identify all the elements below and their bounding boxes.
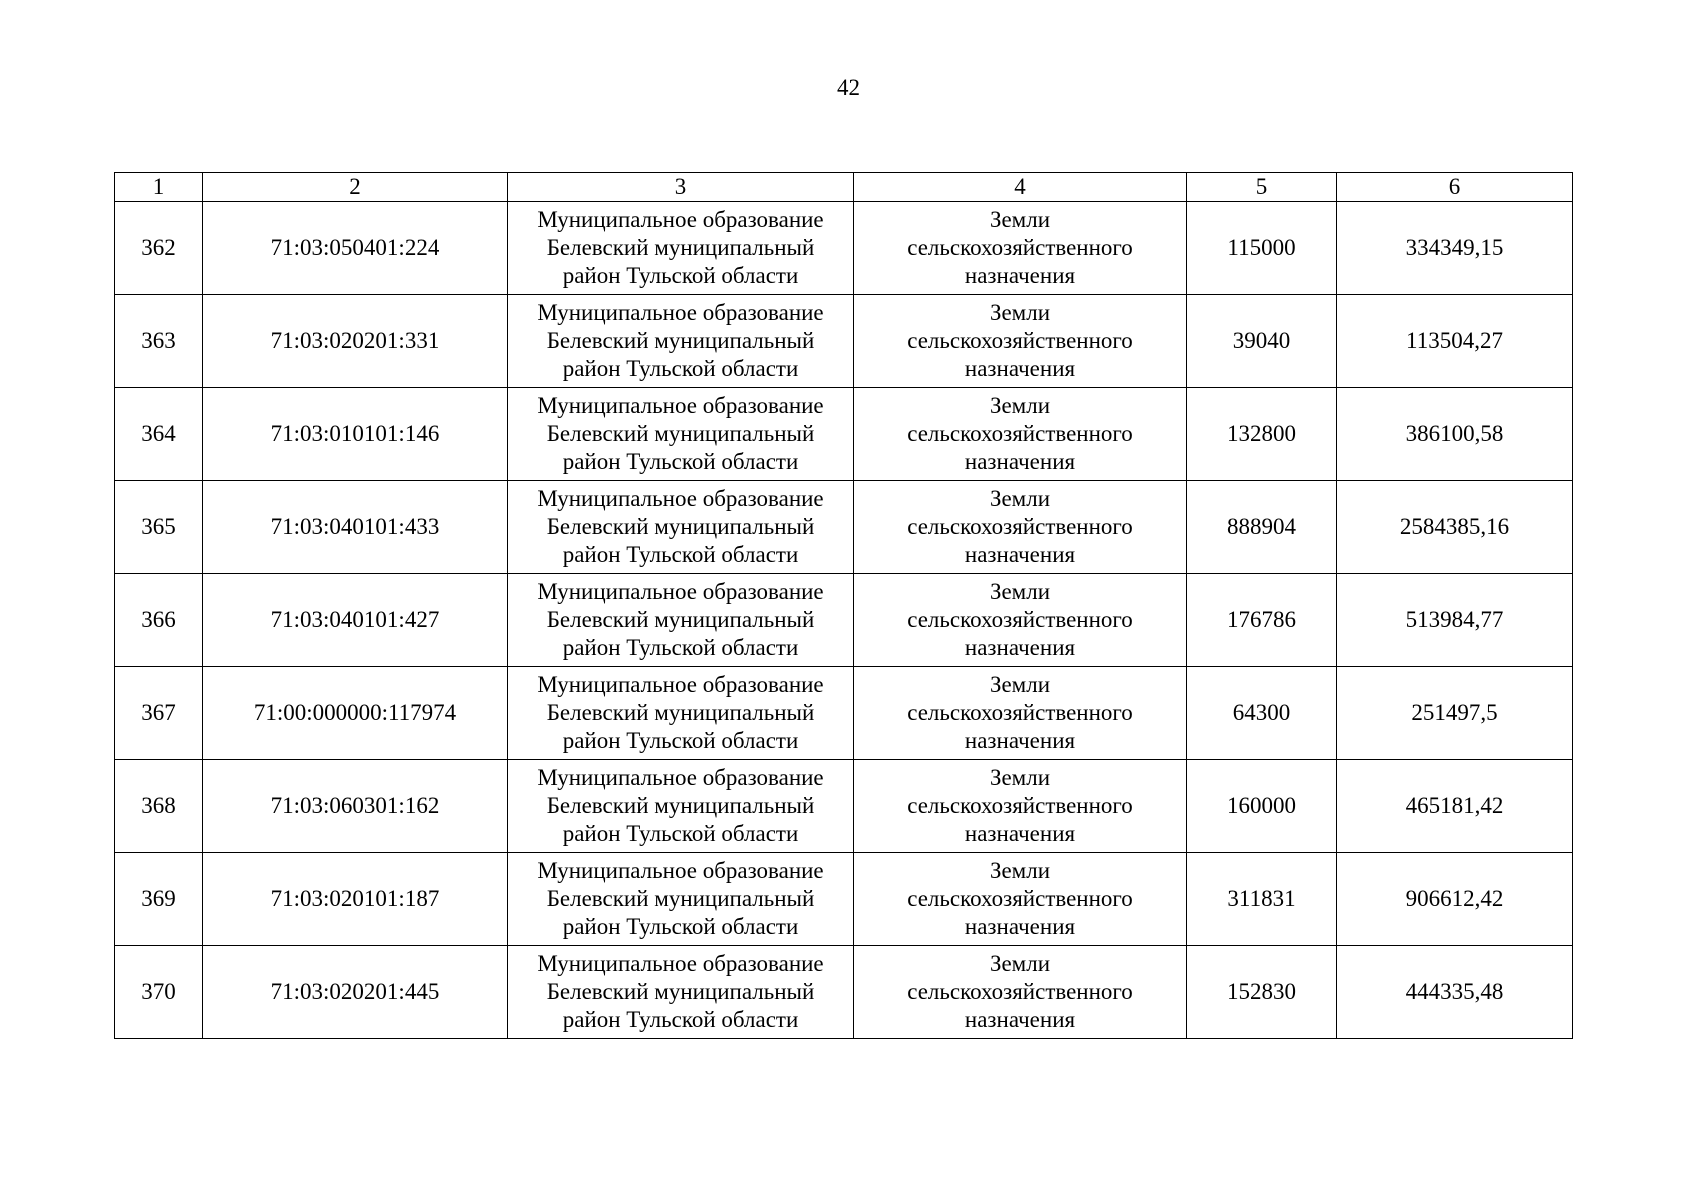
- row-number-cell: 367: [115, 667, 203, 760]
- row-number-cell: 362: [115, 202, 203, 295]
- column-header-3: 3: [508, 173, 854, 202]
- owner-cell-line: Белевский муниципальный: [546, 235, 815, 260]
- land-category-cell-line: назначения: [964, 635, 1076, 660]
- owner-cell-line: Белевский муниципальный: [546, 979, 815, 1004]
- owner-cell: [508, 295, 854, 388]
- value-cell: 334349,15: [1337, 202, 1573, 295]
- value-cell: 444335,48: [1337, 946, 1573, 1039]
- row-number-cell: 364: [115, 388, 203, 481]
- land-category-cell: [854, 853, 1187, 946]
- land-category-cell-line: назначения: [964, 263, 1076, 288]
- cadastral-number-cell: 71:03:020201:445: [203, 946, 508, 1039]
- owner-cell-line: район Тульской области: [562, 1007, 799, 1032]
- table-row: [115, 202, 1573, 295]
- value-cell: 906612,42: [1337, 853, 1573, 946]
- land-category-cell-line: Земли: [989, 579, 1051, 604]
- land-category-cell-line: сельскохозяйственного: [907, 700, 1133, 725]
- land-category-cell-line: Земли: [989, 486, 1051, 511]
- table-row: [115, 853, 1573, 946]
- table-header-row: [115, 173, 1573, 202]
- owner-cell: [508, 202, 854, 295]
- row-number-cell: 369: [115, 853, 203, 946]
- owner-cell-line: Муниципальное образование: [537, 858, 824, 883]
- owner-cell: [508, 574, 854, 667]
- owner-cell-line: район Тульской области: [562, 542, 799, 567]
- owner-cell-line: Муниципальное образование: [537, 486, 824, 511]
- land-category-cell-line: Земли: [989, 672, 1051, 697]
- value-cell: 465181,42: [1337, 760, 1573, 853]
- area-cell: 160000: [1187, 760, 1337, 853]
- cadastral-number-cell: 71:03:050401:224: [203, 202, 508, 295]
- owner-cell-line: район Тульской области: [562, 356, 799, 381]
- column-header-1: 1: [115, 173, 203, 202]
- owner-cell-line: Муниципальное образование: [537, 207, 824, 232]
- owner-cell-line: район Тульской области: [562, 635, 799, 660]
- land-category-cell-line: назначения: [964, 728, 1076, 753]
- land-category-cell-line: Земли: [989, 951, 1051, 976]
- row-number-cell: 368: [115, 760, 203, 853]
- land-category-cell-line: сельскохозяйственного: [907, 328, 1133, 353]
- owner-cell-line: район Тульской области: [562, 728, 799, 753]
- land-category-cell-line: назначения: [964, 542, 1076, 567]
- owner-cell-line: район Тульской области: [562, 449, 799, 474]
- land-category-cell-line: назначения: [964, 449, 1076, 474]
- land-category-cell: [854, 295, 1187, 388]
- area-cell: 152830: [1187, 946, 1337, 1039]
- owner-cell-line: Белевский муниципальный: [546, 793, 815, 818]
- land-category-cell-line: сельскохозяйственного: [907, 607, 1133, 632]
- area-cell: 39040: [1187, 295, 1337, 388]
- land-category-cell-line: назначения: [964, 1007, 1076, 1032]
- land-plots-table: [114, 172, 1573, 1039]
- land-category-cell-line: Земли: [989, 393, 1051, 418]
- owner-cell-line: Муниципальное образование: [537, 672, 824, 697]
- land-category-cell-line: сельскохозяйственного: [907, 793, 1133, 818]
- land-category-cell: [854, 481, 1187, 574]
- owner-cell-line: Муниципальное образование: [537, 393, 824, 418]
- column-header-2: 2: [203, 173, 508, 202]
- owner-cell-line: Белевский муниципальный: [546, 607, 815, 632]
- table-row: [115, 388, 1573, 481]
- owner-cell-line: Муниципальное образование: [537, 579, 824, 604]
- land-category-cell: [854, 946, 1187, 1039]
- table-row: [115, 295, 1573, 388]
- value-cell: 513984,77: [1337, 574, 1573, 667]
- table-body: [115, 202, 1573, 1039]
- area-cell: 311831: [1187, 853, 1337, 946]
- cadastral-number-cell: 71:03:010101:146: [203, 388, 508, 481]
- column-header-5: 5: [1187, 173, 1337, 202]
- land-category-cell: [854, 574, 1187, 667]
- column-header-6: 6: [1337, 173, 1573, 202]
- owner-cell: [508, 481, 854, 574]
- owner-cell-line: Муниципальное образование: [537, 300, 824, 325]
- table-row: [115, 760, 1573, 853]
- land-category-cell-line: сельскохозяйственного: [907, 421, 1133, 446]
- land-category-cell-line: сельскохозяйственного: [907, 886, 1133, 911]
- area-cell: 132800: [1187, 388, 1337, 481]
- area-cell: 115000: [1187, 202, 1337, 295]
- land-category-cell-line: Земли: [989, 300, 1051, 325]
- row-number-cell: 365: [115, 481, 203, 574]
- value-cell: 251497,5: [1337, 667, 1573, 760]
- cadastral-number-cell: 71:03:060301:162: [203, 760, 508, 853]
- land-category-cell-line: сельскохозяйственного: [907, 235, 1133, 260]
- land-category-cell-line: сельскохозяйственного: [907, 979, 1133, 1004]
- value-cell: 386100,58: [1337, 388, 1573, 481]
- row-number-cell: 370: [115, 946, 203, 1039]
- area-cell: 888904: [1187, 481, 1337, 574]
- table-row: [115, 481, 1573, 574]
- owner-cell: [508, 388, 854, 481]
- owner-cell-line: район Тульской области: [562, 914, 799, 939]
- land-category-cell: [854, 388, 1187, 481]
- owner-cell-line: Муниципальное образование: [537, 765, 824, 790]
- area-cell: 64300: [1187, 667, 1337, 760]
- owner-cell-line: Белевский муниципальный: [546, 886, 815, 911]
- land-category-cell-line: назначения: [964, 356, 1076, 381]
- land-category-cell-line: Земли: [989, 858, 1051, 883]
- owner-cell: [508, 946, 854, 1039]
- owner-cell: [508, 760, 854, 853]
- cadastral-number-cell: 71:03:020201:331: [203, 295, 508, 388]
- page-number: 42: [837, 75, 860, 100]
- table-row: [115, 574, 1573, 667]
- land-category-cell: [854, 202, 1187, 295]
- cadastral-number-cell: 71:00:000000:117974: [203, 667, 508, 760]
- owner-cell-line: район Тульской области: [562, 263, 799, 288]
- land-category-cell-line: назначения: [964, 821, 1076, 846]
- row-number-cell: 366: [115, 574, 203, 667]
- area-cell: 176786: [1187, 574, 1337, 667]
- land-category-cell: [854, 667, 1187, 760]
- land-category-cell-line: Земли: [989, 207, 1051, 232]
- table-row: [115, 667, 1573, 760]
- land-category-cell: [854, 760, 1187, 853]
- row-number-cell: 363: [115, 295, 203, 388]
- owner-cell-line: Белевский муниципальный: [546, 700, 815, 725]
- owner-cell-line: Белевский муниципальный: [546, 421, 815, 446]
- owner-cell-line: Белевский муниципальный: [546, 328, 815, 353]
- land-category-cell-line: сельскохозяйственного: [907, 514, 1133, 539]
- cadastral-number-cell: 71:03:040101:433: [203, 481, 508, 574]
- owner-cell-line: Муниципальное образование: [537, 951, 824, 976]
- value-cell: 2584385,16: [1337, 481, 1573, 574]
- owner-cell-line: Белевский муниципальный: [546, 514, 815, 539]
- cadastral-number-cell: 71:03:040101:427: [203, 574, 508, 667]
- owner-cell-line: район Тульской области: [562, 821, 799, 846]
- value-cell: 113504,27: [1337, 295, 1573, 388]
- land-category-cell-line: Земли: [989, 765, 1051, 790]
- owner-cell: [508, 853, 854, 946]
- land-category-cell-line: назначения: [964, 914, 1076, 939]
- owner-cell: [508, 667, 854, 760]
- cadastral-number-cell: 71:03:020101:187: [203, 853, 508, 946]
- table-row: [115, 946, 1573, 1039]
- column-header-4: 4: [854, 173, 1187, 202]
